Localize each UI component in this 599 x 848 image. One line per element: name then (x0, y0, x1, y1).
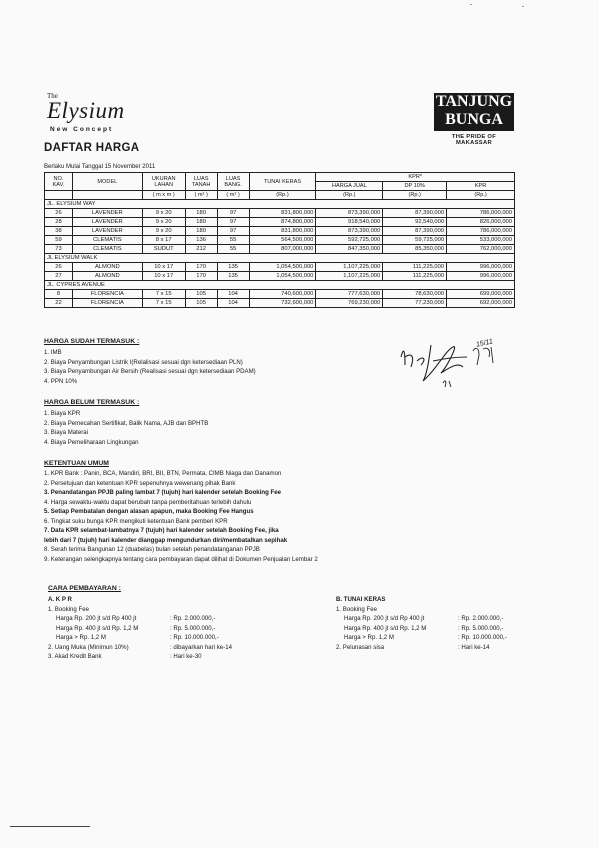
kpr-booking-label: 1. Booking Fee (48, 605, 89, 613)
kpr-akad-row (48, 652, 232, 662)
list-item: 7. Data KPR selambat-lambatnya 7 (tujuh) hari kalender setelah Booking Fee, jika (44, 527, 279, 534)
harga-belum-list (44, 409, 208, 447)
cell-ukuran: 8 x 17 (142, 236, 185, 245)
cell-ukuran: 9 x 20 (142, 209, 185, 218)
cell-tunai: 1,054,500,000 (249, 272, 316, 281)
harga-sudah-heading: HARGA SUDAH TERMASUK : (44, 338, 140, 345)
cell-kpr: 786,000,000 (447, 227, 515, 236)
table-row (45, 209, 515, 218)
cell-model: ALMOND (72, 272, 142, 281)
unit-harga-jual: (Rp.) (316, 191, 383, 200)
list-item: 3. Biaya Materai (44, 429, 89, 436)
cell-no: 59 (45, 236, 73, 245)
table-row (45, 236, 515, 245)
cell-no: 38 (45, 227, 73, 236)
list-item: 6. Tingkat suku bunga KPR mengikuti ketentuan Bank pemberi KPR (44, 517, 228, 525)
booking-fee-value: : Rp. 2.000.000,- (170, 615, 216, 622)
cell-dp: 87,390,000 (383, 209, 447, 218)
kpr-uang-muka-label: 2. Uang Muka (Minimun 10%) (48, 643, 129, 651)
list-item: 3. Penandatangan PPJB paling lambat 7 (tujuh) hari kalender setelah Booking Fee (44, 489, 282, 496)
booking-fee-row (336, 614, 507, 624)
ketentuan-heading: KETENTUAN UMUM (44, 460, 109, 467)
cell-harga-jual: 847,350,000 (316, 245, 383, 254)
booking-fee-row (48, 614, 232, 624)
brand-line2: BUNGA (445, 111, 503, 128)
header-model: MODEL (72, 173, 142, 191)
booking-fee-value: : Rp. 5.000.000,- (458, 624, 504, 632)
cell-bang: 55 (217, 245, 249, 254)
cell-model: FLORENCIA (72, 299, 142, 308)
section-name: JL. CYPRES AVENUE (45, 281, 515, 290)
cell-harga-jual: 777,630,000 (316, 290, 383, 299)
price-table (44, 172, 515, 308)
cell-tunai: 732,600,000 (249, 299, 316, 308)
cell-harga-jual: 873,390,000 (316, 227, 383, 236)
cell-kpr: 699,000,000 (447, 290, 515, 299)
cell-tanah: 170 (185, 272, 217, 281)
cell-dp: 87,390,000 (383, 227, 447, 236)
cell-kpr: 786,000,000 (447, 209, 515, 218)
cell-model: LAVENDER (72, 227, 142, 236)
cell-model: ALMOND (72, 263, 142, 272)
header-luas-bang: LUAS BANG. (217, 173, 249, 191)
cell-ukuran: SUDUT (142, 245, 185, 254)
cell-harga-jual: 918,540,000 (316, 218, 383, 227)
unit-luas-tanah: ( m² ) (185, 191, 217, 200)
tunai-booking-lines (336, 614, 507, 643)
tunai-heading: B. TUNAI KERAS (336, 596, 386, 603)
cell-model: LAVENDER (72, 218, 142, 227)
booking-fee-label: Harga > Rp. 1,2 M (344, 634, 394, 641)
cell-harga-jual: 873,390,000 (316, 209, 383, 218)
cell-no: 22 (45, 299, 73, 308)
unit-dp: (Rp.) (383, 191, 447, 200)
table-row (45, 272, 515, 281)
price-table-body (45, 200, 515, 308)
list-item: 8. Serah terima Bangunan 12 (duabelas) bulan setelah penandatanganan PPJB (44, 546, 260, 553)
booking-fee-value: : Rp. 10.000.000,- (170, 634, 219, 641)
cell-no: 26 (45, 263, 73, 272)
brand-line1: TANJUNG (435, 93, 513, 110)
tunai-pelunasan-row (336, 643, 507, 653)
unit-tunai: (Rp.) (249, 191, 316, 200)
footer-divider (10, 826, 90, 827)
tunai-pelunasan-value: : Hari ke-14 (458, 643, 490, 651)
effective-date: Berlaku Mulai Tanggal 15 November 2011 (44, 164, 156, 170)
unit-no (45, 191, 73, 200)
cell-dp: 111,225,000 (383, 272, 447, 281)
cara-pembayaran-heading: CARA PEMBAYARAN : (48, 585, 121, 592)
logo-elysium: Elysium (47, 98, 125, 123)
cell-kpr: 996,000,000 (447, 263, 515, 272)
table-row (45, 290, 515, 299)
tunai-pelunasan-label: 2. Pelunasan sisa (336, 643, 385, 651)
header-kpr: KPR (447, 182, 515, 191)
header-harga-jual: HARGA JUAL (316, 182, 383, 191)
cell-tanah: 180 (185, 227, 217, 236)
cell-model: FLORENCIA (72, 290, 142, 299)
table-row (45, 263, 515, 272)
list-item: 1. Biaya KPR (44, 410, 81, 417)
header-dp: DP 10% (383, 182, 447, 191)
cell-tanah: 105 (185, 290, 217, 299)
signature-date: 15/11 (475, 338, 494, 349)
list-item: 5. Setiap Pembatalan dengan alasan apapun, maka Booking Fee Hangus (44, 508, 254, 515)
cell-dp: 59,725,000 (383, 236, 447, 245)
booking-fee-value: : Rp. 10.000.000,- (458, 634, 507, 641)
cell-ukuran: 7 x 15 (142, 299, 185, 308)
cell-tunai: 831,800,000 (249, 227, 316, 236)
cell-bang: 97 (217, 218, 249, 227)
logo-prefix: The (47, 92, 58, 100)
list-item: 4. Biaya Pemeliharaan Lingkungan (44, 438, 139, 446)
cell-no: 26 (45, 209, 73, 218)
header-kpr-group: KPR* (316, 173, 515, 182)
cell-dp: 85,350,000 (383, 245, 447, 254)
cell-model: CLEMATIS (72, 236, 142, 245)
unit-kpr: (Rp.) (447, 191, 515, 200)
cell-tanah: 180 (185, 218, 217, 227)
logo-subtitle: New Concept (50, 126, 114, 133)
cell-tanah: 180 (185, 209, 217, 218)
section-name: JL ELYSIUM WALK (45, 254, 515, 263)
header-no: NO. KAV. (45, 173, 73, 191)
cell-bang: 135 (217, 263, 249, 272)
cell-dp: 77,230,000 (383, 299, 447, 308)
cell-dp: 92,540,000 (383, 218, 447, 227)
booking-fee-label: Harga Rp. 200 jt s/d Rp 400 jt (344, 615, 425, 622)
booking-fee-row (48, 624, 232, 634)
table-section-row (45, 281, 515, 290)
cell-bang: 104 (217, 299, 249, 308)
cell-dp: 78,630,000 (383, 290, 447, 299)
booking-fee-label: Harga Rp. 400 jt s/d Rp. 1,2 M (56, 624, 139, 632)
cell-no: 28 (45, 218, 73, 227)
scan-speck (470, 4, 472, 5)
kpr-akad-label: 3. Akad Kredit Bank (48, 653, 102, 660)
cell-tanah: 212 (185, 245, 217, 254)
brand-logo (434, 93, 514, 131)
cell-harga-jual: 1,107,225,000 (316, 263, 383, 272)
header-ukuran: UKURAN LAHAN (142, 173, 185, 191)
kpr-akad-value: : Hari ke-30 (170, 653, 202, 660)
list-item: 1. IMB (44, 349, 62, 356)
cell-no: 27 (45, 272, 73, 281)
cell-tunai: 831,800,000 (249, 209, 316, 218)
cell-tanah: 136 (185, 236, 217, 245)
cell-tanah: 105 (185, 299, 217, 308)
cell-tanah: 170 (185, 263, 217, 272)
list-item: lebih dari 7 (tujuh) hari kalender dianggap mengundurkan diri/membatalkan sepihak (44, 536, 288, 544)
cell-kpr: 762,000,000 (447, 245, 515, 254)
table-section-row (45, 254, 515, 263)
header-tunai: TUNAI KERAS (249, 173, 316, 191)
cell-tunai: 564,500,000 (249, 236, 316, 245)
cell-bang: 55 (217, 236, 249, 245)
list-item: 2. Biaya Penyambungan Listrik I(Relalisasi sesuai dgn ketersediaan PLN) (44, 358, 243, 366)
section-name: JL. ELYSIUM WAY (45, 200, 515, 209)
table-section-row (45, 200, 515, 209)
cell-kpr: 692,000,000 (447, 299, 515, 308)
brand-tagline: THE PRIDE OF MAKASSAR (451, 134, 497, 146)
cell-harga-jual: 1,107,225,000 (316, 272, 383, 281)
cell-ukuran: 10 x 17 (142, 263, 185, 272)
kpr-heading: A. K P R (48, 596, 72, 603)
table-row (45, 227, 515, 236)
page-title: DAFTAR HARGA (44, 142, 140, 154)
payment-kpr (48, 595, 232, 662)
scan-speck (522, 6, 524, 7)
harga-belum-heading: HARGA BELUM TERMASUK : (44, 399, 140, 406)
booking-fee-value: : Rp. 2.000.000,- (458, 615, 504, 622)
cell-kpr: 533,000,000 (447, 236, 515, 245)
unit-luas-bang: ( m² ) (217, 191, 249, 200)
booking-fee-label: Harga > Rp. 1,2 M (56, 634, 106, 641)
cell-ukuran: 9 x 20 (142, 218, 185, 227)
list-item: 3. Biaya Penyambungan Air Bersih (Realisasi sesuai dgn ketersediaan PDAM) (44, 368, 256, 375)
cell-bang: 135 (217, 272, 249, 281)
list-item: 4. PPN 10% (44, 377, 78, 385)
booking-fee-row (48, 633, 232, 643)
header-luas-tanah: LUAS TANAH (185, 173, 217, 191)
table-row (45, 299, 515, 308)
cell-bang: 97 (217, 227, 249, 236)
list-item: 4. Harga sewaktu-waktu dapat berubah tanpa pemberitahuan terlebih dahulu (44, 498, 252, 506)
booking-fee-label: Harga Rp. 200 jt s/d Rp 400 jt (56, 615, 137, 622)
kpr-booking-lines (48, 614, 232, 643)
cell-tunai: 874,800,000 (249, 218, 316, 227)
kpr-uang-muka-value: : dibayarkan hari ke-14 (170, 643, 232, 651)
booking-fee-value: : Rp. 5.000.000,- (170, 624, 216, 632)
list-item: 1. KPR Bank : Panin, BCA, Mandiri, BRI, BII, BTN, Permata, CIMB Niaga dan Danamon (44, 470, 282, 477)
unit-ukuran: ( m x m ) (142, 191, 185, 200)
ketentuan-list (44, 469, 318, 564)
cell-dp: 111,225,000 (383, 263, 447, 272)
tunai-booking-label: 1. Booking Fee (336, 605, 377, 613)
cell-ukuran: 7 x 15 (142, 290, 185, 299)
cell-model: LAVENDER (72, 209, 142, 218)
booking-fee-row (336, 624, 507, 634)
list-item: 2. Persetujuan dan ketentuan KPR sepenuhnya wewenang pihak Bank (44, 479, 236, 487)
payment-tunai (336, 595, 507, 652)
harga-sudah-list (44, 348, 256, 386)
cell-bang: 97 (217, 209, 249, 218)
cell-tunai: 740,600,000 (249, 290, 316, 299)
unit-model (72, 191, 142, 200)
cell-harga-jual: 769,230,000 (316, 299, 383, 308)
list-item: 2. Biaya Pemecahan Sertifikat, Balik Nama, AJB dan BPHTB (44, 419, 209, 427)
cell-no: 8 (45, 290, 73, 299)
cell-kpr: 826,000,000 (447, 218, 515, 227)
booking-fee-row (336, 633, 507, 643)
cell-harga-jual: 592,725,000 (316, 236, 383, 245)
cell-tunai: 1,054,500,000 (249, 263, 316, 272)
table-row (45, 245, 515, 254)
cell-no: 73 (45, 245, 73, 254)
table-row (45, 218, 515, 227)
cell-tunai: 807,000,000 (249, 245, 316, 254)
booking-fee-label: Harga Rp. 400 jt s/d Rp. 1,2 M (344, 624, 427, 632)
list-item: 9. Keterangan selengkapnya tentang cara pembayaran dapat dilihat di Dokumen Penjualan Lembar 2 (44, 555, 318, 563)
kpr-uang-muka-row (48, 643, 232, 653)
cell-model: CLEMATIS (72, 245, 142, 254)
cell-kpr: 996,000,000 (447, 272, 515, 281)
cell-ukuran: 10 x 17 (142, 272, 185, 281)
cell-ukuran: 9 x 20 (142, 227, 185, 236)
cell-bang: 104 (217, 290, 249, 299)
